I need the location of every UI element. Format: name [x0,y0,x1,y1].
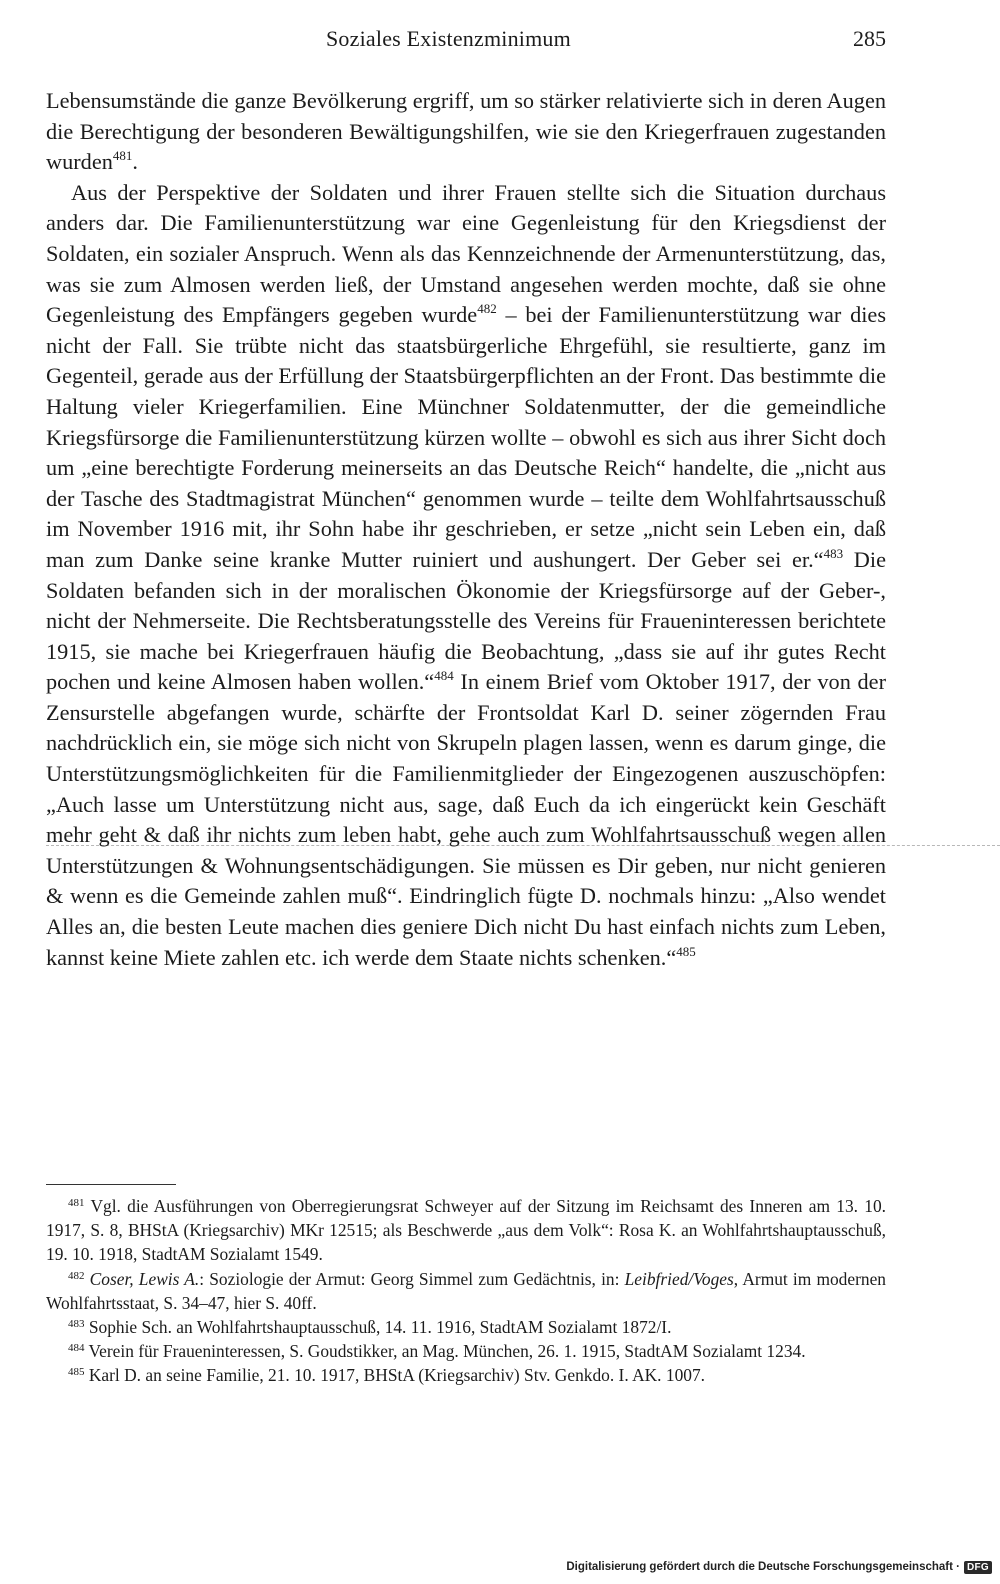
page-number: 285 [853,26,886,51]
footnote-484: $^{484}$ Verein für Fraueninteressen, S. Goudstikker, an Mag. München, 26. 1. 1915, StadtAM Sozialamt 1234. [68,1341,806,1362]
paragraph-2: Aus der Perspektive der Soldaten und ihrer Frauen stellte sich die Situation durchaus anders dar. Die Familienunterstützung war eine Gegenleistung für den Kriegsdienst der Soldaten, ein sozialer Anspruch. Wenn als das Kennzeichnende der Armenunterstützung, das, was sie zum Almosen werden ließ, der Umstand angesehen werden mochte, daß sie ohne Gegenleistung des Empfängers gegeben wurde$^{482}$ – bei der Familienunterstützung war dies nicht der Fall. Sie trübte nicht das staatsbürgerliche Ehrgefühl, sie resultierte, ganz im Gegenteil, gerade aus der Erfüllung der Staatsbürgerpflichten an der Front. Das bestimmte die Haltung vieler Kriegerfamilien. Eine Münchner Soldatenmutter, der die gemeindliche Kriegsfürsorge die Familienunterstützung kürzen wollte – obwohl es sich aus ihrer Sicht doch um „eine berechtigte Forderung meinerseits an das Deutsche Reich“ handelte, die „nicht aus der Tasche des Stadtmagistrat München“ genommen wurde – teilte dem Wohlfahrtsausschuß im November 1916 mit, ihr Sohn habe ihr geschrieben, er setze „nicht sein Leben ein, daß man zum Danke seine kranke Mutter ruiniert und aushungert. Der Geber sei er.“$^{483}$ Die Soldaten befanden sich in der moralischen Ökonomie der Kriegsfürsorge auf der Geber-, nicht der Nehmerseite. Die Rechtsberatungsstelle des Vereins für Fraueninteressen berichtete 1915, sie mache bei Kriegerfrauen häufig die Beobachtung, „dass sie auf ihr gutes Recht pochen und keine Almosen haben wollen.“$^{484}$ In einem Brief vom Oktober 1917, der von der Zensurstelle abgefangen wurde, schärfte der Frontsoldat Karl D. seiner zögernden Frau nachdrücklich ein, sie möge sich nicht von Skrupeln plagen lassen, wenn es darum ginge, die Unterstützungsmöglichkeiten für die Familienmitglieder der Eingezogenen auszuschöpfen: „Auch lasse um Unterstützung nicht aus, sage, daß Euch da ich eingerückt kein Geschäft mehr geht & daß ihr nichts zum leben habt, gehe auch zum Wohlfahrtsausschuß wegen allen Unterstützungen & Wohnungsentschädigungen. Sie müssen es Dir geben, nur nicht genieren & wenn es die Gemeinde zahlen muß“. Eindringlich fügte D. nochmals hinzu: „Also wendet Alles an, die besten Leute machen dies geniere Dich nicht Du hast einfach nichts zum Leben, kannst keine Miete zahlen etc. ich werde dem Staate nichts schenken.“$^{485}$ [46,179,886,970]
footnote-ref-483: 483 [823,545,844,561]
footnotes [46,1194,886,1388]
dfg-logo-icon: DFG [964,1561,992,1574]
page-header [46,26,886,60]
footnote-separator [46,1184,176,1185]
footnote-483: $^{483}$ Sophie Sch. an Wohlfahrtshauptausschuß, 14. 11. 1916, StadtAM Sozialamt 1872/I. [68,1317,672,1338]
footnote-485: $^{485}$ Karl D. an seine Familie, 21. 10. 1917, BHStA (Kriegsarchiv) Stv. Genkdo. I. AK. 1007. [68,1365,706,1386]
footnote-481: $^{481}$ Vgl. die Ausführungen von Oberregierungsrat Schweyer auf der Sitzung im Reichsamt des Inneren am 13. 10. 1917, S. 8, BHStA (Kriegsarchiv) MKr 12515; als Beschwerde „aus dem Volk“: Rosa K. an Wohlfahrtshauptausschuß, 19. 10. 1918, StadtAM Sozialamt 1549. [46,1196,886,1265]
footnote-ref-484: 484 [434,668,454,684]
paragraph-1: Lebensumstände die ganze Bevölkerung ergriff, um so stärker relativierte sich in deren Augen die Berechtigung der besonderen Bewältigungshilfen, wie sie den Kriegerfrauen zugestanden wurden$^{481}$. [46,88,886,175]
footnote-ref-482: 482 [477,301,497,317]
main-text [46,86,886,973]
footnote-482: $^{482}$ Coser, Lewis A.: Soziologie der Armut: Georg Simmel zum Gedächtnis, in: Leibfried/Voges, Armut im modernen Wohlfahrtsstaat, S. 34–47, hier S. 40ff. [46,1268,886,1313]
banner-text: Digitalisierung gefördert durch die Deutsche Forschungsgemeinschaft · [566,1561,960,1573]
footnote-ref-485: 485 [676,943,696,959]
running-title: Soziales Existenzminimum [326,26,571,51]
footnote-ref-481: 481 [112,148,133,164]
dfg-banner [566,1558,992,1576]
